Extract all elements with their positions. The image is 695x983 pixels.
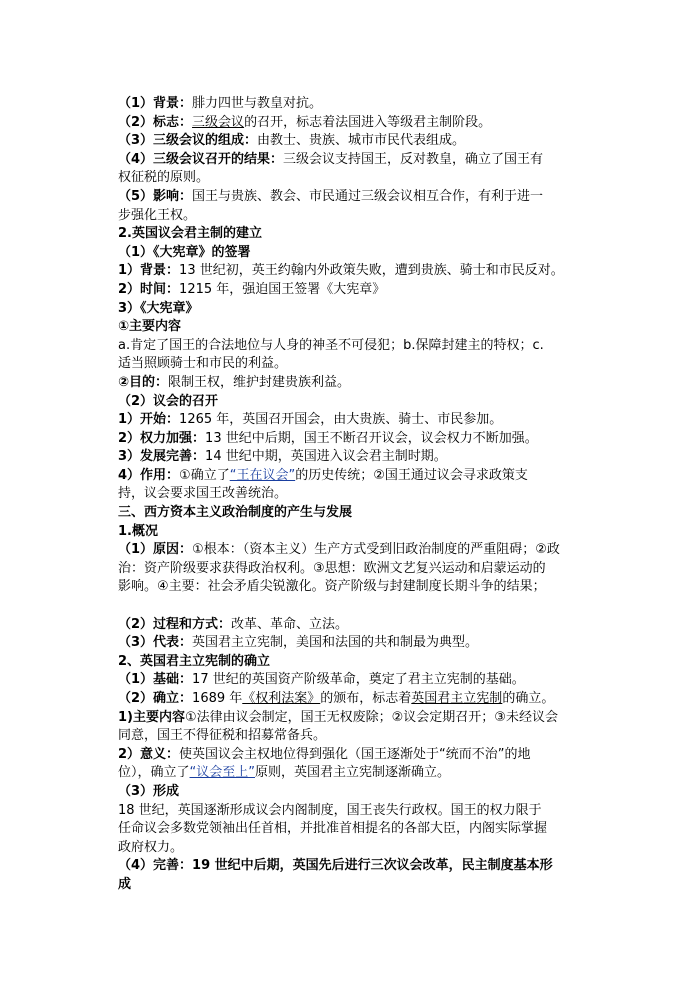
plain-text: 的确立。	[502, 691, 555, 706]
text-line	[118, 151, 584, 170]
text-line	[118, 318, 584, 337]
plain-text: 影响。④主要：社会矛盾尖锐激化。资产阶级与封建制度长期斗争的结果；	[118, 579, 546, 595]
plain-text: 政府权力。	[118, 839, 184, 855]
text-line	[118, 207, 584, 226]
plain-text: 的历史传统；②国王通过议会寻求政策支	[295, 467, 528, 483]
text-line	[118, 560, 584, 579]
text-line	[118, 857, 584, 876]
plain-text: ①法律由议会制定，国王无权废除；②议会定期召开；③未经议会	[185, 709, 558, 725]
text-line	[118, 411, 584, 430]
text-line	[118, 764, 584, 783]
text-line	[118, 541, 584, 560]
text-line	[118, 783, 584, 802]
plain-text: 治：资产阶级要求获得政治权利。③思想：欧洲文艺复兴运动和启蒙运动的	[118, 560, 546, 576]
text-line	[118, 802, 584, 821]
text-line	[118, 281, 584, 300]
text-line	[118, 448, 584, 467]
hyperlink-term[interactable]: “议会至上”	[189, 765, 255, 781]
text-line	[118, 244, 584, 263]
bold-text: （1）《大宪章》的签署	[118, 244, 251, 260]
text-line	[118, 188, 584, 207]
text-line	[118, 132, 584, 151]
bold-text: ①主要内容	[118, 319, 182, 335]
underlined-term: 英国君主立宪制	[411, 691, 503, 706]
text-line	[118, 690, 584, 709]
text-line	[118, 504, 584, 523]
text-line	[118, 727, 584, 746]
plain-text: 1215 年，强迫国王签署《大宪章》	[179, 281, 386, 297]
bold-text: 4）作用：	[118, 467, 180, 483]
plain-text: 17 世纪的英国资产阶级革命，奠定了君主立宪制的基础。	[192, 672, 525, 688]
bold-text: 1）开始：	[118, 412, 180, 428]
bold-text: 2）时间：	[118, 281, 180, 297]
plain-text: 13 世纪中后期，国王不断召开议会，议会权力不断加强。	[205, 430, 538, 446]
bold-text: 3）《大宪章》	[118, 300, 199, 316]
plain-text: 使英国议会主权地位得到强化（国王逐渐处于“统而不治”的地	[179, 746, 531, 762]
plain-text: 适当照顾骑士和市民的利益。	[118, 356, 288, 372]
plain-text: 三级会议支持国王，反对教皇，确立了国王有	[283, 151, 544, 167]
text-line	[118, 523, 584, 542]
text-line	[118, 634, 584, 653]
plain-text: 步强化王权。	[118, 207, 197, 223]
bold-text: （1）原因：	[118, 542, 193, 558]
bold-text: （2）过程和方式：	[118, 616, 232, 632]
plain-text: 1689 年	[192, 691, 243, 706]
plain-text: 原则，英国君主立宪制逐渐确立。	[255, 765, 451, 781]
text-line	[118, 337, 584, 356]
plain-text: ①确立了	[179, 467, 230, 483]
text-line	[118, 374, 584, 393]
bold-text: （1）基础：	[118, 672, 193, 688]
text-line	[118, 839, 584, 858]
bold-text: （2）议会的召开	[118, 393, 219, 409]
text-line	[118, 671, 584, 690]
text-line	[118, 300, 584, 319]
plain-text: 限制王权，维护封建贵族利益。	[168, 374, 351, 390]
bold-text: （2）确立：	[118, 691, 193, 706]
bold-text: 三、西方资本主义政治制度的产生与发展	[118, 505, 353, 521]
text-line	[118, 746, 584, 765]
plain-text: 权征税的原则。	[118, 170, 210, 186]
text-line	[118, 262, 584, 281]
plain-text: 由教士、贵族、城市市民代表组成。	[257, 133, 466, 149]
plain-text: 的召开，标志着法国进入等级君主制阶段。	[244, 114, 492, 130]
plain-text: 13 世纪初，英王约翰内外政策失败，遭到贵族、骑士和市民反对。	[179, 263, 564, 279]
bold-text: （5）影响：	[118, 188, 193, 204]
bold-text: 3）发展完善：	[118, 449, 206, 465]
plain-text: 国王与贵族、教会、市民通过三级会议相互合作，有利于进一	[192, 188, 544, 204]
document-body	[118, 95, 584, 895]
text-line	[118, 467, 584, 486]
plain-text: a.肯定了国王的合法地位与人身的神圣不可侵犯；b.保障封建主的特权；c.	[118, 337, 544, 353]
text-line	[118, 485, 584, 504]
bold-text: （4）完善：19 世纪中后期，英国先后进行三次议会改革，民主制度基本形	[118, 858, 553, 874]
text-line	[118, 876, 584, 895]
plain-text: ①根本：（资本主义）生产方式受到旧政治制度的严重阻碍；②政	[192, 542, 560, 558]
plain-text: 14 世纪中期，英国进入议会君主制时期。	[205, 449, 447, 465]
bold-text: 2）意义：	[118, 746, 180, 762]
text-line	[118, 616, 584, 635]
plain-text: 腓力四世与教皇对抗。	[192, 96, 323, 111]
bold-text: 2.英国议会君主制的建立	[118, 226, 262, 242]
plain-text: 的颁布，标志着	[320, 691, 412, 706]
text-line	[118, 355, 584, 374]
blank-line	[118, 597, 584, 616]
text-line	[118, 95, 584, 114]
bold-text: （4）三级会议召开的结果：	[118, 151, 284, 167]
plain-text: 18 世纪，英国逐渐形成议会内阁制度，国王丧失行政权。国王的权力限于	[118, 802, 542, 818]
bold-text: 1)主要内容	[118, 709, 185, 725]
underlined-term: 《权利法案》	[242, 691, 321, 706]
plain-text: 1265 年，英国召开国会，由大贵族、骑士、市民参加。	[179, 412, 503, 428]
bold-text: 2）权力加强：	[118, 430, 206, 446]
hyperlink-term[interactable]: “王在议会”	[229, 467, 296, 483]
plain-text: 英国君主立宪制，美国和法国的共和制最为典型。	[192, 635, 479, 651]
text-line	[118, 653, 584, 672]
text-line	[118, 114, 584, 133]
plain-text: 同意，国王不得征税和招募常备兵。	[118, 728, 327, 744]
bold-text: （1）背景：	[118, 96, 193, 111]
text-line	[118, 578, 584, 597]
bold-text: （2）标志：	[118, 114, 193, 130]
bold-text: （3）形成	[118, 783, 180, 799]
bold-text: 1）背景：	[118, 263, 180, 279]
text-line	[118, 225, 584, 244]
text-line	[118, 430, 584, 449]
underlined-term: 三级会议	[192, 114, 245, 130]
bold-text: （3）代表：	[118, 635, 193, 651]
text-line	[118, 393, 584, 412]
text-line	[118, 820, 584, 839]
plain-text: 持，议会要求国王改善统治。	[118, 486, 288, 502]
text-line	[118, 709, 584, 728]
plain-text: 改革、革命、立法。	[231, 616, 349, 632]
bold-text: 2、英国君主立宪制的确立	[118, 653, 271, 669]
bold-text: （3）三级会议的组成：	[118, 133, 258, 149]
plain-text: 任命议会多数党领袖出任首相，并批准首相提名的各部大臣，内阁实际掌握	[118, 821, 548, 837]
bold-text: 成	[118, 876, 132, 892]
plain-text: 位），确立了	[118, 765, 190, 781]
bold-text: 1.概况	[118, 523, 158, 539]
bold-text: ②目的：	[118, 374, 169, 390]
text-line	[118, 169, 584, 188]
